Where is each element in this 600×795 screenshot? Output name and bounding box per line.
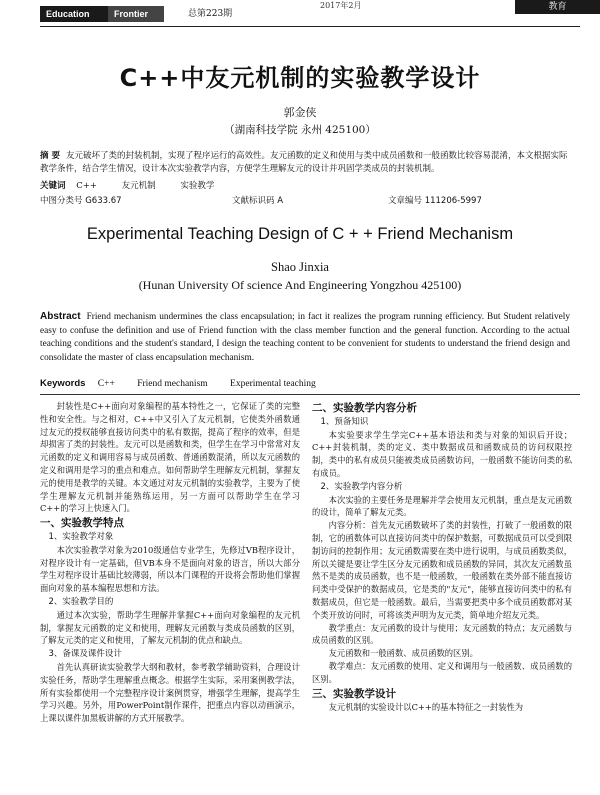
section-tag-education: Education [40,6,112,22]
subsection-heading-2-2: 2、实验教学内容分析 [320,481,403,492]
subsection-heading-1-3: 3、备课及课件设计 [48,649,122,660]
subsection-heading-1-1: 1、实验教学对象 [48,531,114,542]
body-column-right [312,400,572,714]
body-column-left [40,400,300,725]
affiliation-english: (Hunan University Of science And Engineering Yongzhou 425100) [138,278,462,292]
keywords-chinese-label: 关键词 [40,181,66,191]
section-heading-2: 二、实验教学内容分析 [312,402,417,414]
subsection-heading-1-2: 2、实验教学目的 [48,596,114,607]
abstract-chinese-text: 友元破坏了类的封装机制，实现了程序运行的高效性。友元函数的定义和使用与类中成员函数和一般函数比较容易混淆，本文根据实际教学条件，结合学生情况，设计本次实验教学内容，方便学生理解友元的设计并巩固学类成员的封装机制。 [40,151,568,174]
abstract-chinese [40,150,570,176]
corner-label: 教育 [515,0,600,14]
keyword-cn-2: 友元机制 [121,181,156,191]
abstract-rule [40,394,580,395]
issue-date: 2017年2月 [320,1,362,10]
section-tag-frontier: Frontier [108,6,164,22]
paragraph-2-4: 教学重点：友元函数的设计与使用；友元函数的特点；友元函数与成员函数的区别。 [312,622,572,646]
abstract-chinese-label: 摘 要 [40,151,60,161]
section-heading-3: 三、实验教学设计 [312,687,396,700]
paragraph-2-5: 友元函数和一般函数、成员函数的区别。 [328,648,478,659]
section-heading-1: 一、实验教学特点 [40,517,124,530]
intro-paragraph: 封装性是C++面向对象编程的基本特性之一，它保证了类的完整性和安全性。与之相对，C++中又引入了友元机制，它使类外函数通过友元的授权能够直接访问类中的私有数据，提高了程序的效率，但是却损害了类的封装性。友元可以是函数和类，但学生在学习中常常对友元函数的定义和调用容易与成员函数、普通函数混淆，所以友元函数的定义和调用是学习的重点和难点。如何帮助学生理解友元机制，掌握友元的使用是教学的关键。本文通过对友元机制的实验教学，主要为了使学生理解友元机制并能熟练运用，另一方面可以帮助学生在学习C++的学习上快速入门。 [40,401,300,514]
paragraph-2-3: 内容分析：首先友元函数破坏了类的封装性，打破了一般函数的限制，它的函数体可以直接访问类中的保护数据，可数据成员可以受到限制访问的控制作用；友元函数需要在类中进行说明，与成员函数类似，所以关键是要让学生区分友元函数和成员函数的异同，其次友元函数虽然不是类的成员函数，也不是一般函数，一般函数在类外部不能直接访问类中受保护的数据成员，它是类的"友元"，能够直接访问类中的私有数据成员，但它是一般函数。最后，当需要把类中多个成员函数都对某个类开放访问时，可将该类声明为友元类，简单地介绍友元类。 [312,520,572,620]
affiliation-chinese: （湖南科技学院 永州 425100） [224,124,376,136]
abstract-english-label: Abstract [40,311,81,322]
keywords-english-label: Keywords [40,378,86,389]
subsection-heading-2-1: 1、预备知识 [320,416,369,427]
paragraph-2-2: 本次实验的主要任务是理解并学会使用友元机制，重点是友元函数的设计，简单了解友元类。 [312,494,572,518]
abstract-english [40,310,570,365]
paragraph-1-2: 通过本次实验，帮助学生理解并掌握C++面向对象编程的友元机制，掌握友元函数的定义和使用，理解友元函数与类成员函数的区别，了解友元类的定义和使用，了解友元机制的优点和缺点。 [40,609,300,646]
keywords-chinese [40,179,570,191]
keywords-english [40,378,570,389]
author-english: Shao Jinxia [271,260,329,274]
author-chinese: 郭金侠 [283,106,317,119]
title-english: Experimental Teaching Design of C + + Friend Mechanism [86,225,514,243]
header-rule [40,26,580,27]
paragraph-1-3: 首先认真研读实验教学大纲和教材，参考教学辅助资料，合理设计实验任务，帮助学生理解重点概念。根据学生实际，采用案例教学法，所有实验都使用一个完整程序设计案例贯穿，增强学生理解，提高学生学习兴趣。另外，用PowerPoint制作课件，把重点内容以动画演示，上课以课件加黑板讲解的方式开展教学。 [40,661,300,724]
paragraph-1-1: 本次实验教学对象为2010级通信专业学生，先修过VB程序设计，对程序设计有一定基础，但VB本身不是面向对象的语言，所以大部分学生对程序设计基础比较薄弱，所以本门课程的开设将会帮助他们掌握面向对象的基本编程思想和方法。 [40,544,300,594]
issue-number: 总第223期 [188,9,233,19]
clc-number: 中图分类号 G633.67 [40,196,122,206]
keyword-cn-3: 实验教学 [180,181,215,191]
keyword-en-2: Friend mechanism [137,379,208,389]
article-number: 文章编号 111206-5997 [388,196,482,206]
journal-header [0,0,600,28]
document-code: 文献标识码 A [232,196,284,206]
keyword-en-3: Experimental teaching [230,379,316,389]
paragraph-2-6: 教学难点：友元函数的使用、定义和调用与一般函数、成员函数的区别。 [312,660,572,684]
paragraph-2-1: 本实验要求学生学完C++基本语法和类与对象的知识后开设；C++封装机制，类的定义、类中数据成员和函数成员的访问权限控制，类中的私有成员只能被类成员函数访问，一般函数不能访问类的私有成员。 [312,429,572,478]
keyword-cn-1: C++ [76,181,97,191]
abstract-english-text: Friend mechanism undermines the class encapsulation; in fact it realizes the program running efficiency. But Student relatively easy to confuse the definition and use of Friend function with the class member function and the general function. According to the actual teaching conditions and the student's standard, I design the teaching content to be convenient for students to understand the friend design and consolidate the master of class encapsulation mechanism. [40,312,570,363]
title-chinese: C++中友元机制的实验教学设计 [119,64,481,92]
keyword-en-1: C++ [97,379,115,389]
paragraph-3-1: 友元机制的实验设计以C++的基本特征之一封装性为 [328,702,524,713]
